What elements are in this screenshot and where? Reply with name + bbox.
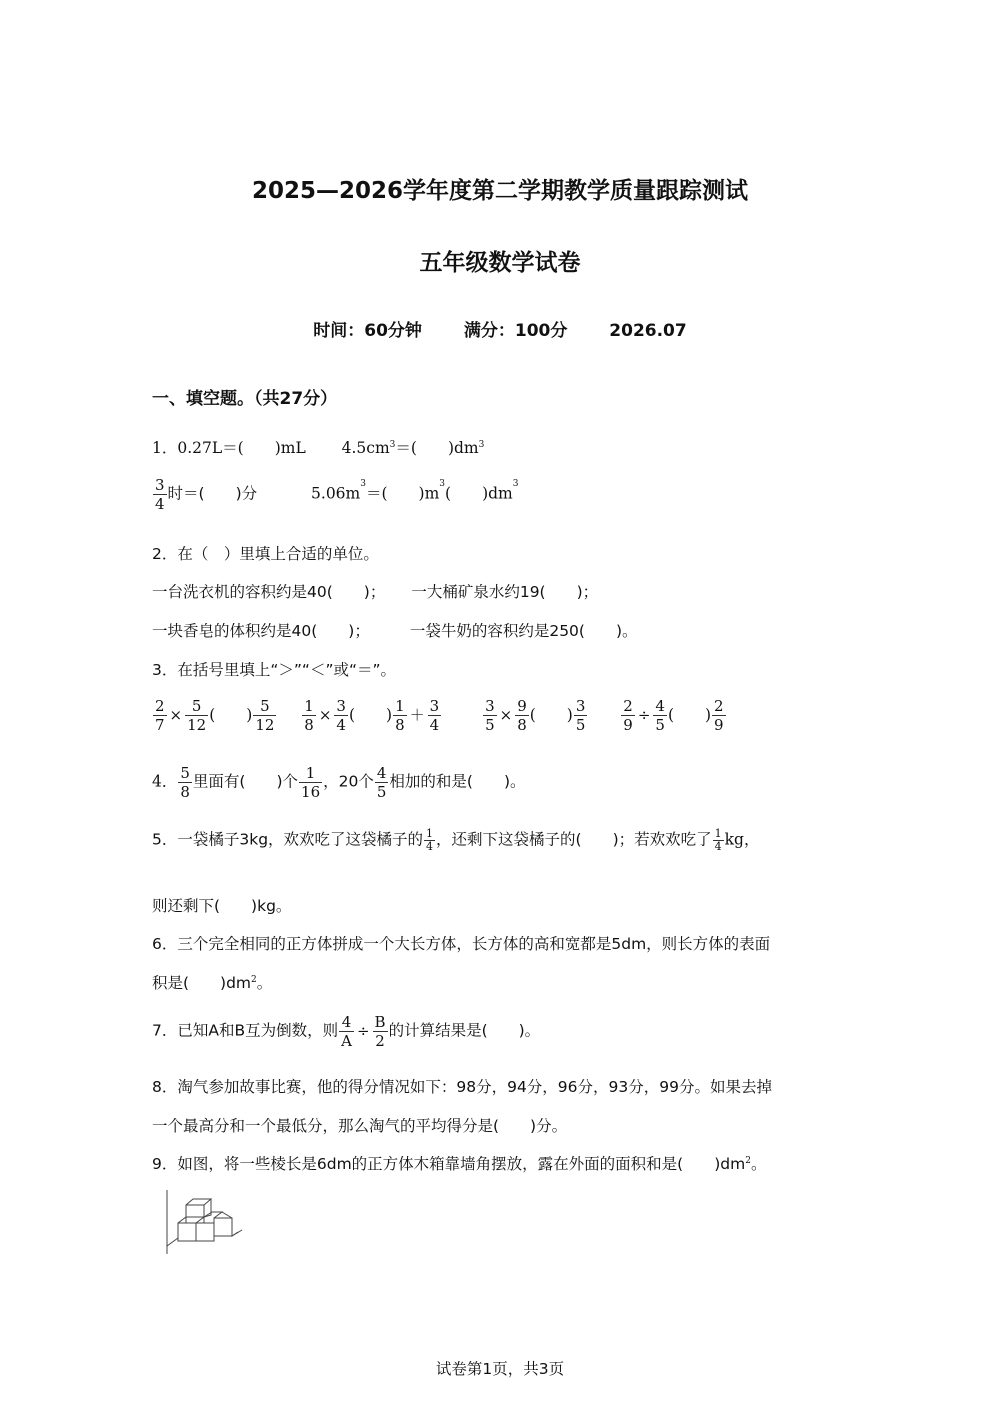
question-3-stem: 3．在括号里填上“＞”“＜”或“＝”。 xyxy=(152,661,397,679)
question-5-line-1: 5．一袋橘子3kg，欢欢吃了这袋橘子的 $\frac{1}{4}$ ，还剩下这袋橘子的( )；若欢欢吃了 $\frac{1}{4}$ kg， xyxy=(152,827,760,853)
compare-blank[interactable]: ( ) xyxy=(348,705,393,724)
question-6-line-1: 6．三个完全相同的正方体拼成一个大长方体，长方体的高和宽都是5dm，则长方体的表面 xyxy=(152,935,771,953)
question-1-line-2: $\frac{3}{4}$ 时＝( )分 $5.06m^3=$( )$m^3$( )$dm^3$ xyxy=(155,476,519,513)
question-2-line-2: 一块香皂的体积约是40( )； 一袋牛奶的容积约是250( )。 xyxy=(152,622,638,640)
exam-time: 时间：60分钟 xyxy=(313,321,422,341)
compare-blank[interactable]: ( ) xyxy=(667,705,712,724)
exam-title: 2025—2026学年度第二学期教学质量跟踪测试 xyxy=(251,178,749,204)
question-4: 4． $\frac{5}{8}$ 里面有( )个 $\frac{1}{16}$ ，20个 $\frac{4}{5}$ 相加的和是( )。 xyxy=(152,764,526,801)
page-footer: 试卷第1页，共3页 xyxy=(435,1360,565,1378)
exam-subtitle: 五年级数学试卷 xyxy=(419,250,581,276)
q1-part-c: 时＝( )分 xyxy=(167,484,258,503)
question-2-stem: 2．在（ ）里填上合适的单位。 xyxy=(152,545,379,563)
question-7: 7．已知A和B互为倒数，则 $\frac{4}{A}$ ÷ $\frac{B}{2}$ 的计算结果是( )。 xyxy=(152,1013,541,1050)
exam-date: 2026.07 xyxy=(609,321,687,341)
compare-item-1: $\frac{2}{7}$ × $\frac{5}{12}$ ( ) $\frac{5}{12}$ xyxy=(155,697,275,734)
question-8-line-1: 8．淘气参加故事比赛，他的得分情况如下：98分，94分，96分，93分，99分。如果去掉 xyxy=(152,1078,772,1096)
q1-part-d: 5.06m xyxy=(311,484,361,503)
compare-item-4: $\frac{2}{9}$ ÷ $\frac{4}{5}$ ( ) $\frac{2}{9}$ xyxy=(623,697,724,734)
q1-part-b: 4.5cm xyxy=(341,439,390,457)
q1-part-a: 1．0.27L＝( )mL xyxy=(152,439,306,457)
compare-item-2: $\frac{1}{8}$ × $\frac{3}{4}$ ( ) $\frac{1}{8}$ ＋ $\frac{3}{4}$ xyxy=(304,697,440,734)
compare-blank[interactable]: ( ) xyxy=(529,705,573,724)
question-9: 9．如图，将一些棱长是6dm的正方体木箱靠墙角摆放，露在外面的面积和是( )$dm^2$。 xyxy=(152,1155,767,1173)
cube-corner-figure xyxy=(160,1188,250,1258)
exam-full-score: 满分：100分 xyxy=(463,321,568,341)
compare-item-3: $\frac{3}{5}$ × $\frac{9}{8}$ ( ) $\frac{3}{5}$ xyxy=(485,697,586,734)
compare-blank[interactable]: ( ) xyxy=(209,705,253,724)
question-1-line-1: 1．0.27L＝( )mL $4.5cm^3=$( )$dm^3$ xyxy=(152,439,485,457)
question-8-line-2: 一个最高分和一个最低分，那么淘气的平均得分是( )分。 xyxy=(152,1117,568,1135)
question-2-line-1: 一台洗衣机的容积约是40( )； 一大桶矿泉水约19( )； xyxy=(152,583,599,601)
question-5-line-2: 则还剩下( )kg。 xyxy=(152,897,292,915)
exam-meta xyxy=(0,316,1000,341)
question-3-items xyxy=(152,697,727,734)
fraction: $\frac{3}{4}$ xyxy=(155,476,165,513)
section-heading: 一、填空题。（共27分） xyxy=(152,389,338,409)
question-6-line-2: 积是( )$dm^2$。 xyxy=(152,974,273,992)
